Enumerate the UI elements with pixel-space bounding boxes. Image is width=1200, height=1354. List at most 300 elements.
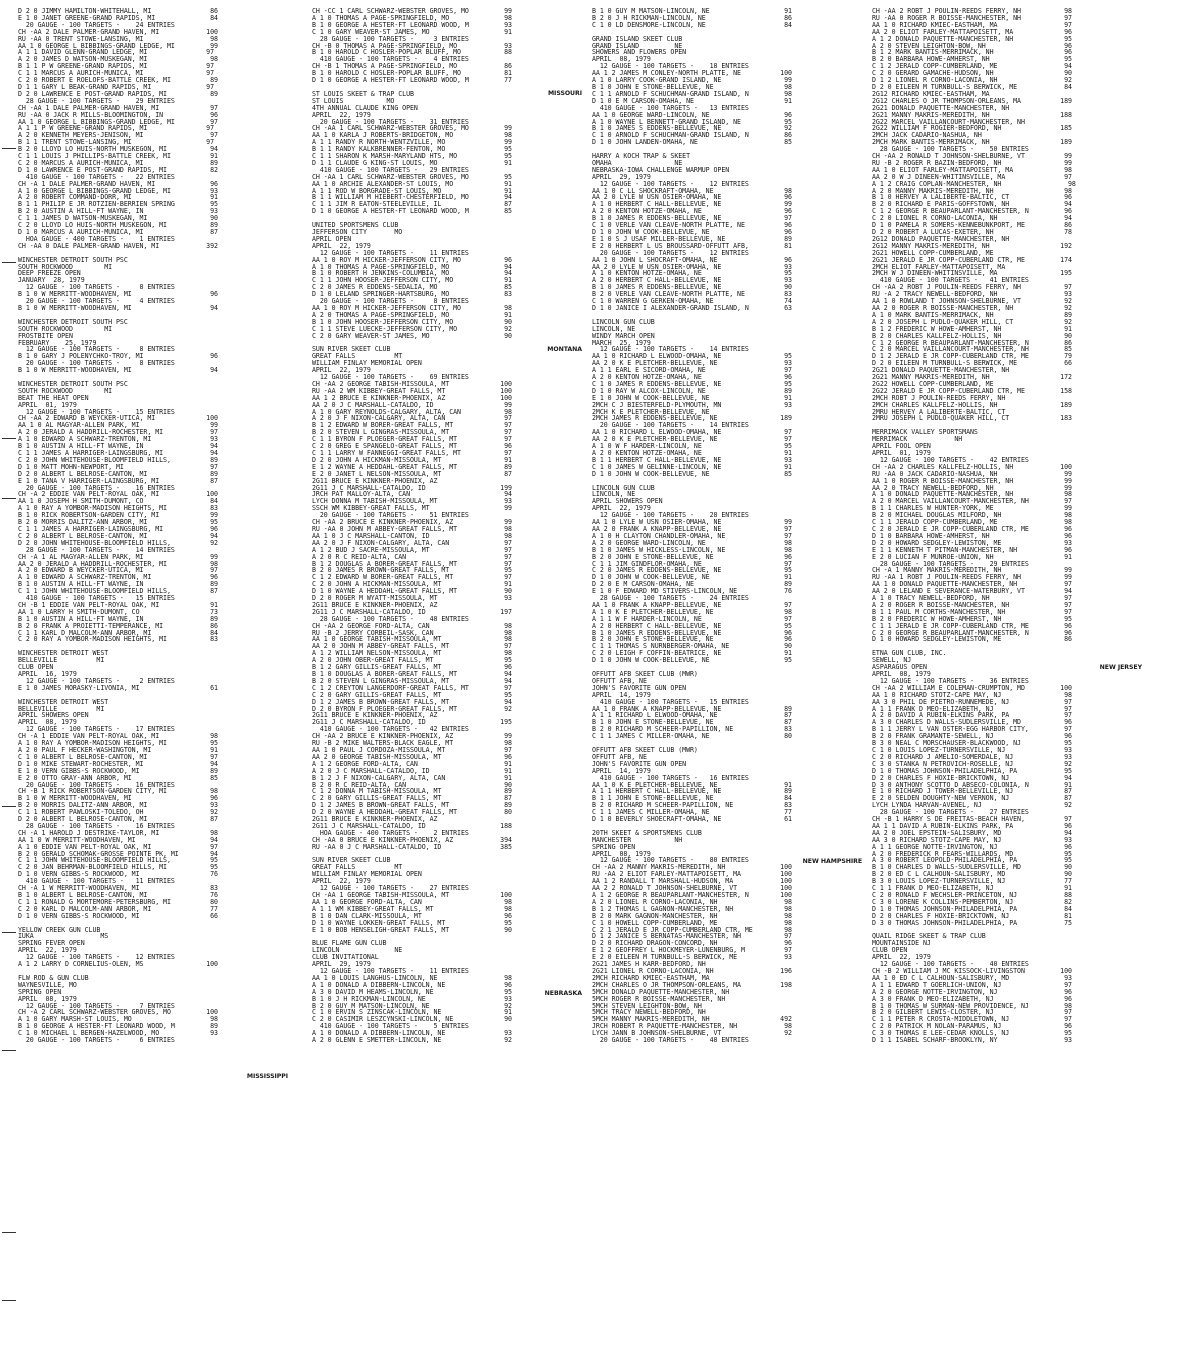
result-line: 2MCH JAMES R EDDENS-BELLEVUE, NE 189 (592, 415, 792, 423)
result-line: 2G22 JERALD E JR COPP-CUBERLAND CTR, ME 158 (872, 387, 1072, 395)
result-line: 28 GAUGE - 100 TARGETS - 16 ENTRIES (18, 822, 175, 830)
result-line: C 1 1 JAMES C MILLER-OMAHA, NE 80 (592, 733, 792, 741)
result-line: CH -B 1 HARRY S DE FREITAS-BEACH HAVEN, 97 (872, 816, 1072, 823)
result-line: 20TH SKEET & SPORTSMENS CLUB (592, 829, 702, 837)
result-line: B 2 0 FRANK GRAMANTE-SEWELL, NJ 96 (872, 733, 1072, 741)
result-line: C 1 0 VERLE VAN CLEAVE-NORTH PLATTE, NE 96 (592, 222, 792, 229)
result-line: A 1 0 LARRY COOK-GRAND ISLAND, NE 99 (592, 77, 792, 84)
result-line: 20 GAUGE - 100 TARGETS - 8 ENTRIES (18, 360, 175, 368)
result-line: RU -AA 0 JACK CADARIO-NASHUA, NH 99 (872, 470, 1072, 478)
result-line: 2G21 JERALD E JR COPP-CUBERLAND CTR, ME 174 (872, 256, 1072, 264)
result-line: D 2 0 ROBERT A LUCAS-EXETER, NH 78 (872, 229, 1072, 236)
result-line: 28 GAUGE - 100 TARGETS - 48 ENTRIES (312, 615, 469, 623)
result-line: LYCH JANN B JOHNSON-SHELBURNE, VT 92 (592, 1030, 792, 1038)
result-line (592, 664, 864, 671)
result-line: C 2 0 ROBERT E ROELOFS-BATTLE CREEK, MI 89 (18, 77, 218, 84)
result-line: 28 GAUGE - 100 TARGETS - 24 ENTRIES (592, 595, 749, 602)
result-line: 12 GAUGE - 100 TARGETS - 8 ENTRIES (18, 284, 175, 292)
result-line: A 1 0 WAYNE L BENNETT-GRAND ISLAND, NE 95 (592, 118, 792, 126)
result-line (592, 740, 864, 747)
result-line: RU -AA 0 ROGER R BOISSE-MANCHESTER, NH 97 (872, 14, 1072, 22)
result-line: APRIL SHOWERS OPEN (18, 712, 89, 720)
result-line: AA 1 0 GEORGE L BIBBINGS-GRAND LEDGE, MI 97 (18, 118, 218, 126)
result-line: CH -AA 2 WILLIAM E COLEMAN-CRUMPTON, MD 100 (872, 684, 1072, 692)
result-line: JRCH ROBERT R PAQUETTE-MANCHESTER, NH 98 (592, 1023, 792, 1031)
result-line: A 1 0 RAY A YOMBOR-MADISON HEIGHTS, MI 83 (18, 505, 218, 513)
result-line: 2G11 J C MARSHALL-CATALDO, ID 195 (312, 719, 512, 727)
result-line: E 1 0 JAMES MORASKY-LIVONIA, MI 61 (18, 684, 218, 692)
result-line: WINCHESTER DETROIT WEST (18, 650, 109, 658)
result-line: WINDY MARCH OPEN (592, 332, 655, 340)
result-line: MARCH 25, 1979 (592, 339, 651, 347)
result-line: 12 GAUGE - 100 TARGETS - 36 ENTRIES (872, 677, 1029, 685)
result-line: A 2 0 MARCEL VAILLANCOURT-MANCHESTER, NH 97 (872, 498, 1072, 506)
result-line: B 1 0 DAN CLARK-MISSOULA, MT 96 (312, 912, 512, 920)
result-line: B 1 2 DOUGLAS A BORER-GREAT FALLS, MT 97 (312, 560, 512, 568)
result-line: JOHN'S FAVORITE GUN OPEN (592, 760, 687, 768)
result-line: A 1 2 BUD J SACRE-MISSOULA, MT 97 (312, 546, 512, 554)
result-line: AA 1 0 JOSEPH H SMITH-DUMONT, CO 84 (18, 498, 218, 506)
result-line: 28 GAUGE - 100 TARGETS - 29 ENTRIES (18, 97, 175, 105)
result-line (312, 933, 584, 940)
result-line: AA 1 0 ED C L CALHOUN-SALISBURY, MD 93 (872, 974, 1072, 982)
result-line: A 1 1 HERBERT C HALL-BELLEVUE, NE 89 (592, 788, 792, 796)
result-line: D 2 0 JIMMY HAMILTON-WHITEHALL, MI 86 (18, 8, 218, 15)
result-line: AA 1 0 AL MAGYAR-ALLEN PARK, MI 99 (18, 422, 218, 430)
result-line: AA 1 2 JAMES M CONLEY-NORTH PLATTE, NE 100 (592, 70, 792, 78)
result-line: 20 GAUGE - 100 TARGETS - 51 ENTRIES (312, 512, 469, 520)
result-line: SUN RIVER SKEET CLUB (312, 346, 391, 354)
result-line: C 1 2 GEORGE R BEAUPARLANT-MANCHESTER, N 86 (872, 339, 1072, 347)
result-line: WINCHESTER DETROIT WEST (18, 698, 109, 706)
result-line: WAYNESVILLE, MO (18, 981, 77, 989)
result-line: 2G11 BRUCE E KINKNER-PHOENIX, AZ (312, 712, 438, 720)
result-line: D 1 0 GEORGE A HESTER-FT LEONARD WOOD, M 77 (312, 77, 512, 84)
result-line: C 2 0 JOHN A HICKMAN-MISSOULA, MT 91 (312, 581, 512, 589)
result-line: APRIL 22, 1979 (18, 947, 77, 955)
result-line: C 2 0 MARCEL VAILLANCOURT-MANCHESTER, NH 85 (872, 346, 1072, 354)
result-line: AA 1 0 RICHARD L ELWOOD-OMAHA, NE 97 (592, 429, 792, 437)
result-line: E 1 0 VERN GIBBS-S ROCKWOOD, MI 89 (18, 767, 218, 775)
result-line: APRIL 22, 1979 (312, 242, 371, 250)
result-line: AA 1 0 W MERRITT-WOODHAVEN, MI 94 (18, 836, 218, 844)
result-line: RU -B 2 JERRY CORBEIL-SASK, CAN 98 (312, 629, 512, 637)
result-line: APRIL OPEN (312, 235, 352, 243)
result-line: E 1 2 WAYNE A HEDDAHL-GREAT FALLS, MT 89 (312, 463, 512, 471)
result-line: B 1 0 GEORGE A HESTER-FT LEONARD WOOD, M 93 (312, 21, 512, 29)
result-line: 2G11 J C MARSHALL-CATALDO, ID 188 (312, 822, 512, 830)
result-line: 2G21 JAMES H KARR-BEDFORD, NH (592, 961, 706, 968)
result-line: B 2 0 JOHN E STONE-BELLEVUE, NE 96 (592, 636, 792, 644)
result-line: WINCHESTER DETROIT SOUTH PSC (18, 318, 128, 326)
state-heading: MONTANA (547, 346, 582, 354)
result-line: 28 GAUGE - 100 TARGETS - 27 ENTRIES (872, 809, 1029, 817)
result-line: B 1 0 W MERRITT-WOODHAVEN, MI 96 (18, 795, 218, 803)
result-line: B 1 0 AUSTIN A HILL-FT WAYNE, IN 94 (18, 443, 218, 450)
result-line: C 2 0 JAMES R EDDENS-BELLEVUE, NE 95 (592, 567, 792, 575)
result-line: B 2 0 JAMES R BROWN-GREAT FALLS, MT 95 (312, 567, 512, 575)
result-line: BELLEVILLE MI (18, 705, 105, 713)
result-line: 410 GAUGE - 100 TARGETS - 4 ENTRIES (312, 56, 469, 64)
result-line (18, 250, 290, 257)
result-line: C 2 0 LEIGH F COFFIN-BEATRICE, NE 91 (592, 650, 792, 658)
result-line: 28 GAUGE - 100 TARGETS - 29 ENTRIES (872, 560, 1029, 568)
result-line (312, 340, 584, 347)
result-line: 2G21 DONALD PAQUETTE-MANCHESTER, NH (872, 104, 1010, 112)
result-line: D 1 1 ISABEL SCHARF-BROOKLYN, NY 93 (872, 1037, 1072, 1044)
result-line: AA 2 0 JOEL EPSTEIN-SALISBURY, MD 94 (872, 829, 1072, 837)
result-line: CH -AA 2 GEORGE FORD-ALTA, CAN 98 (312, 622, 512, 630)
result-line: AA 2 0 K E PLETCHER-BELLEVUE, NE 93 (592, 360, 792, 368)
result-line: B 2 0 JOHN E STONE-BELLEVUE, NE 96 (592, 553, 792, 561)
result-line: A 1 0 DONALD A DIBBERN-LINCOLN, NE 96 (312, 981, 512, 989)
result-line: C 1 0 LD DENSMORE-LINCOLN, NE 84 (592, 21, 792, 29)
result-line: CH -AA 1 GEORGE TABISH-MISSOULA, MT 100 (312, 892, 512, 899)
result-line: B 1 0 W MERRITT-WOODHAVEN, MI 94 (18, 304, 218, 312)
result-line: A 1 1 EARL E SICORD-OMAHA, NE 97 (592, 367, 792, 375)
result-line: 28 GAUGE - 100 TARGETS - 50 ENTRIES (872, 146, 1029, 154)
result-line (592, 478, 864, 485)
result-line: B 1 2 FREDERIC W HOWE-AMHERST, NH 91 (872, 325, 1072, 333)
result-line: RU -AA 0 TRENT STOWE-LANSING, MI 98 (18, 35, 218, 43)
result-line: A 1 0 EDWARD A SCHWARZ-TRENTON, MI 93 (18, 436, 218, 444)
result-line: APRIL 08, 1979 (18, 995, 77, 1003)
result-line: B 2 0 J H RICKMAN-LINCOLN, NE 86 (592, 14, 792, 22)
result-line: RU -AA 1 ROBT J POULIN-REEDS FERRY, NH 99 (872, 574, 1072, 582)
result-line (592, 146, 864, 153)
result-line: A 2 0 JERALD A HADDRILL-ROCHESTER, MI 97 (18, 429, 218, 437)
result-line: AA 2 0 GEORGE TABISH-MISSOULA, MT 96 (312, 753, 512, 761)
result-line: CLUB INVITATIONAL (312, 954, 379, 962)
result-line: AA 2 0 J C MARSHALL-CATALDO, ID 99 (312, 401, 512, 409)
result-line: MERRIMACK NH (872, 436, 963, 444)
state-heading: MISSOURI (547, 90, 582, 98)
result-line: A 1 0 GEORGE L BIBBINGS-GRAND LEDGE, MI 93 (18, 187, 218, 195)
result-line: RU -AA 2 ELIOT FARLEY-MATTAPOISETT, MA 100 (592, 871, 792, 879)
result-line: C 3 0 THOMAS E LEE-CEDAR KNOLLS, NJ 95 (872, 1030, 1072, 1038)
result-line: A 3 0 DAVID M HEAMS-LINCOLN, NE 95 (312, 988, 512, 996)
result-line: B 2 0 STEVEN L GINGRAS-MISSOULA, MT 97 (312, 429, 512, 437)
result-line (18, 374, 290, 381)
result-line: D 1 2 JAMES B BROWN-GREAT FALLS, MT 94 (312, 698, 512, 706)
result-line: C 1 1 JAMES A HARRIGER-LAINGSBURG, MI 96 (18, 525, 218, 533)
result-line: CLUB OPEN (18, 664, 54, 671)
result-line: D 3 0 ANTHONY SCOTTO D ABSECO-COLONIA, N 91 (872, 781, 1072, 789)
result-line: 20 GAUGE - 100 TARGETS - 16 ENTRIES (18, 484, 175, 492)
result-line: CH -AA 2 DALE PALMER-GRAND HAVEN, MI 100 (18, 28, 218, 36)
result-line: B 1 0 AUSTIN A HILL-FT WAYNE, IN 89 (18, 581, 218, 589)
result-line: C 1 1 JERALD COPP-CUMBERLAND, ME 98 (872, 519, 1072, 526)
result-line: D 2 0 ROGER M WYATT-MISSOULA, MT 93 (312, 595, 512, 602)
result-line: E 1 0 JOHN W COOK-BELLEVUE, NE 91 (592, 394, 792, 402)
result-line: 2G21 HOWELL COPP-CUMBERLAND, ME (872, 249, 994, 257)
result-line: B 1 2 J F NIXON-CALGARY, ALTA, CAN 91 (312, 774, 512, 782)
result-line: AA 1 0 ROWLAND T JOHNSON-SHELBURNE, VT 92 (872, 298, 1072, 305)
result-line: APRIL 01, 1979 (872, 450, 931, 457)
result-line: AA 1 2 RANDALL T MARSHALL-HUDSON, MA 100 (592, 878, 792, 886)
result-line: C 1 0 ALBERT L BELROSE-CANTON, MI 97 (18, 753, 218, 761)
result-line: D 2 0 ALBERT L BELROSE-CANTON, MI 89 (18, 470, 218, 478)
result-line: 2MCH CHARLES O JR THOMPSON-ORLEANS, MA 198 (592, 981, 792, 989)
result-line: D 2 0 EILEEN M TURNBULL-S BERWICK, ME 66 (872, 360, 1072, 368)
result-line: 12 GAUGE - 100 TARGETS - 12 ENTRIES (592, 180, 749, 188)
result-line: AA 1 0 ROY M HICKER-JEFFERSON CITY, MO 96 (312, 256, 512, 264)
result-line: E 2 0 EILEEN M TURNBULL-S BERWICK, ME 93 (592, 954, 792, 962)
result-line: 410 GAUGE - 100 TARGETS - 42 ENTRIES (312, 726, 469, 734)
result-line: AA 1 0 KARLA J ROBERTS-BRIDGETON, MO 98 (312, 132, 512, 140)
result-line: 12 GAUGE - 100 TARGETS - 69 ENTRIES (312, 374, 469, 381)
result-line: 2G12 DONALD PAQUETTE-MANCHESTER, NH (872, 235, 1010, 243)
result-line: 410 GAUGE - 100 TARGETS - 16 ENTRIES (592, 774, 749, 782)
result-line: CH -B 1 RICK ROBERTSON-GARDEN CITY, MI 98 (18, 788, 218, 796)
result-line: C 1 1 LOUIS J PHILLIPS-BATTLE CREEK, MI 91 (18, 153, 218, 160)
result-line: SPRING OPEN (18, 988, 62, 996)
result-line: JOHN'S FAVORITE GUN OPEN (592, 684, 687, 692)
result-line: CH -AA 2 ROBT J POULIN-REEDS FERRY, NH 98 (872, 8, 1072, 15)
result-line: 410 GAUGE - 100 TARGETS - 41 ENTRIES (872, 277, 1029, 285)
result-line: 410 GAUGE - 100 TARGETS - 22 ENTRIES (18, 173, 175, 181)
result-line: B 1 1 WILLIAM M HIEBERT-CHESTERFIELD, MO 94 (312, 194, 512, 202)
result-line: C 2 0 JOHN WHITEHOUSE-BLOOMFIELD HILLS, 89 (18, 456, 218, 464)
result-line: AA 1 0 FRANK A KNAPP-BELLEVUE, NE 89 (592, 705, 792, 713)
result-line: D 2 0 RICHARD DRAGON-CONCORD, NH 96 (592, 940, 792, 948)
result-line: 2G11 J C MARSHALL-CATALDO, ID 199 (312, 484, 512, 492)
result-line: B 1 1 CHARLES W HUNTER-YORK, ME 99 (872, 505, 1072, 513)
margin-tick (2, 1232, 16, 1233)
result-line: NEBRASKA-IOWA CHALLENGE WARMUP OPEN (592, 166, 730, 174)
result-line: LINCOLN NE (312, 947, 403, 955)
result-line: B 1 0 JOHN E STONE-BELLEVUE, NE 87 (592, 719, 792, 727)
result-line: APRIL 14, 1979 (592, 767, 651, 775)
result-line: C 1 2 CREYTON LANGERDORF-GREAT FALLS, MT 97 (312, 684, 512, 692)
result-line (18, 968, 290, 975)
result-line: A 1 1 EDWARD T GOERLICH-UNION, NJ 97 (872, 981, 1072, 989)
result-line: A 1 2 WILLIAM NELSON-MISSOULA, MT 98 (312, 650, 512, 658)
result-line: B 1 1 TRENT STOWE-LANSING, MI 97 (18, 139, 214, 147)
result-line: D 1 2 LIONEL R CORNO-LACONIA, NH 92 (872, 77, 1072, 84)
result-line: SUN RIVER SKEET CLUB (312, 857, 391, 865)
result-line: A 1 0 GARY MARSH-ST LOUIS, MO 98 (18, 1016, 218, 1024)
result-line: 5MCH TRACY NEWELL-BEDFORD, NH (592, 1009, 706, 1017)
result-line: C 1 1 BYRON F PLOEGER-GREAT FALLS, MT 97 (312, 436, 512, 444)
result-line: C 2 0 GARY GILLIS-GREAT FALLS, MT 95 (312, 691, 512, 699)
result-line: 12 GAUGE - 100 TARGETS - 17 ENTRIES (18, 726, 175, 734)
result-line: 2MCH ELIOT FARLEY-MATTAPOISETT, MA (872, 263, 1006, 271)
result-line: C 1 0 WARREN G GERKEN-OMAHA, NE 74 (592, 298, 792, 305)
result-line: C 1 1 JAMES D WATSON-MUSKEGAN, MI 90 (18, 215, 218, 223)
result-line: E 2 0 JANET L NELSON-MISSOULA, MT 87 (312, 470, 512, 478)
result-line: AA 1 0 LARRY H SMITH-DUMONT, CO 73 (18, 608, 218, 616)
result-line: D 2 0 CHARLES F HOXIE-BRICKTOWN, NJ 81 (872, 912, 1072, 920)
result-line: A 2 0 STEVEN LEIGHTON-BOW, NH 96 (872, 42, 1072, 50)
result-line: C 1 1 JAMES C MILLER-OMAHA, NE 77 (592, 809, 792, 817)
result-line: B 1 0 ALBERT L BELROSE-CANTON, MI 76 (18, 892, 218, 899)
results-column-2 (312, 8, 584, 1348)
result-line: CH -A 2 EDDIE VAN PELT-ROYAL OAK, MI 100 (18, 491, 218, 499)
result-line: B 2 0 MORRIS DALITZ-ANN ARBOR, MI 93 (18, 802, 218, 810)
result-line: C 2 0 JAMES R EDDENS-SEDALIA, MO 85 (312, 284, 512, 292)
result-line: SHOWERS AND FLOWERS OPEN (592, 49, 687, 57)
result-line: AA 2 0 TRACY NEWELL-BEDFORD, NH 99 (872, 484, 1072, 492)
result-line: D 1 0 HOWARD SEDGLEY-LEWISTON, ME 86 (872, 636, 1072, 644)
result-line: D 1 0 THOMAS JOHNSON-PHILADELPHIA, PA 95 (872, 767, 1072, 775)
result-line: E 1 0 RICHARD J TOWER-BELLEVILLE, NJ 87 (872, 788, 1072, 796)
result-line: A 1 0 EDDIE VAN PELT-ROYAL OAK, MI 97 (18, 843, 218, 851)
result-line: LYCH LYNDA HARVAN-AVENEL, NJ 92 (872, 802, 1072, 810)
result-line: C 1 1 JERALD E JR COPP-CUBERLAND CTR, ME 96 (872, 622, 1072, 630)
result-line: 20 GAUGE - 100 TARGETS - 48 ENTRIES (592, 1037, 749, 1044)
result-line: B 1 0 J H RICKMAN-LINCOLN, NE 93 (312, 995, 512, 1003)
result-line: CH -A 1 HAROLD J DESTRIKE-TAYLOR, MI 98 (18, 829, 218, 837)
result-line: CH -AA 2 EDWARD B WEYCKER-UTICA, MI 100 (18, 415, 218, 423)
result-line: AA 1 0 JOHN L SHOCRAFT-OMAHA, NE 96 (592, 256, 792, 264)
result-line: D 1 0 BEVERLY SHOECRAFT-OMAHA, NE 61 (592, 816, 792, 823)
result-line: RU -B 2 MIKE WALTERS-BLACK EAGLE, MT 98 (312, 740, 512, 747)
result-line: CH -AA 2 CHARLES KALLFELZ-HOLLIS, NH 100 (872, 463, 1072, 471)
result-line: AA 1 0 RICHARD KMIEC-EASTHAM, MA 97 (872, 21, 1072, 29)
result-line: C 3 0 LORENE K COLLINS-PEMBERTON, NJ 82 (872, 898, 1072, 906)
result-line: A 1 0 W F HARDER-LINCOLN, NE 95 (592, 443, 792, 450)
result-line: A 2 0 GEORGE WARD-LINCOLN, NE 98 (592, 539, 792, 547)
result-line: D 2 0 HOWARD SEDGLEY-LEWISTON, ME 93 (872, 539, 1072, 547)
result-line: 2MCH CHARLES KALLFELZ-HOLLIS, NH 189 (872, 401, 1072, 409)
result-line: A 3 0 FRANK D MEO-ELIZABETH, NJ 96 (872, 995, 1072, 1003)
result-line: B 2 0 GUY M MATSON-LINCOLN, NE 92 (312, 1002, 512, 1010)
results-column-3 (592, 8, 864, 1348)
result-line: SOUTH ROCKWOOD MI (18, 387, 113, 395)
result-line: B 2 0 GERALD SCHOMAK-GROSSE POINTE PK, MI 94 (18, 850, 218, 858)
result-line: A 2 0 GLENN E SMETTER-LINCOLN, NE 92 (312, 1037, 512, 1044)
result-line: 2G11 J C MARSHALL-CATALDO, ID 197 (312, 608, 512, 616)
result-line: BLUE FLAME GUN CLUB (312, 940, 387, 948)
result-line: AA 2 0 FRANK A KNAPP-BELLEVUE, NE 97 (592, 525, 792, 533)
result-line: APRIL 29, 1979 (592, 173, 651, 181)
result-line: A 2 0 KENTON HOTZE-OMAHA, NE 91 (592, 450, 792, 457)
result-line: 4TH ANNUAL CLAUDE KING OPEN (312, 104, 418, 112)
result-line: GRAND ISLAND NE (592, 42, 683, 50)
result-line: AA 1 0 GEORGE WARD-LINCOLN, NE 96 (592, 111, 792, 119)
result-line: 2G21 MANNY MAKRIS-MEREDITH, NH 188 (872, 111, 1072, 119)
result-line: JRCH PAT MALLOY-ALTA, CAN 94 (312, 491, 512, 499)
result-line: D 2 0 JOHN WHITEHOUSE-BLOOMFIELD HILLS, 92 (18, 539, 218, 547)
result-line: B 2 0 BARBARA HOWE-AMHERST, NH 95 (872, 56, 1072, 64)
result-line: B 1 0 JAMES R EDDENS-BELLEVUE, NE 90 (592, 284, 792, 292)
result-line: CH -A 2 CARL SCHWARZ-WEBSTER GROVES, MO 100 (18, 1009, 218, 1017)
result-line: A 1 2 CRAIG COPLAN-MANCHESTER, NH 98 (872, 180, 1076, 188)
result-line: A 1 0 H CLAYTON CHANDLER-OMAHA, NE 97 (592, 532, 792, 540)
result-line: CH -AA 2 BRUCE E KINKNER-PHOENIX, AZ 99 (312, 733, 512, 741)
result-line: B 1 0 THOMAS W SURMAN-NEW PROVIDENCE, NJ 98 (872, 1002, 1072, 1010)
result-line: 2MCH K E PLETCHER-BELLEVUE, NE (592, 408, 710, 416)
result-line: AA 1 2 BRUCE E KINKNER-PHOENIX, AZ 100 (312, 394, 512, 402)
result-line: D 1 0 JANICE I ALEXANDER-GRAND ISLAND, N 63 (592, 304, 792, 312)
result-line: ETNA GUN CLUB, INC. (872, 650, 947, 658)
result-line: E 1 0 TANA V HARRIGER-LAINGSBURG, MI 87 (18, 477, 218, 485)
result-line: APRIL FOOL OPEN (872, 443, 931, 450)
result-line: 12 GAUGE - 100 TARGETS - 14 ENTRIES (592, 346, 749, 354)
result-line: C 1 1 JOHN WHITEHOUSE-BLOOMFIELD HILLS, 95 (18, 857, 218, 865)
result-line: HOA GAUGE - 400 TARGETS - 1 ENTRIES (18, 235, 175, 243)
result-line: 20 GAUGE - 100 TARGETS - 24 ENTRIES (18, 21, 175, 29)
result-line: SOUTH ROCKWOOD MI (18, 325, 113, 333)
result-line: AA 2 0 LYLE W USN OSIER-OMAHA, NE 93 (592, 263, 792, 271)
result-line: E 1 0 BOB HENSELIGH-GREAT FALLS, MT 90 (312, 926, 512, 934)
result-line: D 3 0 THOMAS JOHNSON-PHILADELPHIA, PA 75 (872, 919, 1072, 927)
result-line: B 2 0 FRANK A PROIETTI-TEMPERANCE, MI 86 (18, 622, 218, 630)
result-line: C 1 1 KARL D MALCOLM-ANN ARBOR, MI 84 (18, 629, 218, 637)
result-line: APRIL 22, 1979 (872, 954, 931, 962)
result-line: 20 GAUGE - 100 TARGETS - 31 ENTRIES (312, 118, 469, 126)
result-line: B 1 0 RICK ROBERTSON-GARDEN CITY, MI 99 (18, 512, 218, 520)
result-line: C 1 1 LARRY W FANNEGGI-GREAT FALLS, MT 97 (312, 450, 512, 457)
result-line: C 1 1 ARNOLD F SCHUCHMAN-GRAND ISLAND, N 98 (592, 90, 792, 98)
result-line: C 1 0 JAMES W GELINNE-LINCOLN, NE 91 (592, 463, 792, 471)
result-line: A 2 0 KENTON HOTZE-OMAHA, NE 96 (592, 208, 792, 216)
result-line: 2MCH C J BIESTERFELD-PLYMOUTH, MN 93 (592, 401, 792, 409)
result-line: OFFUTT AFB, NE (592, 753, 647, 761)
result-line: 2G12 CHARLES O JR THOMPSON-ORLEANS, MA 189 (872, 97, 1072, 105)
result-line: 5MCH MANNY MAKRIS-MEREDITH, NH 492 (592, 1016, 792, 1024)
result-line: B 1 1 P W GREENE-GRAND RAPIDS, MI 97 (18, 63, 214, 71)
result-line: D 1 1 CLAUDE G KING-ST LOUIS, MO 91 (312, 159, 512, 167)
result-line: B 1 0 GUY M MATSON-LINCOLN, NE 91 (592, 8, 792, 15)
result-line (312, 215, 584, 222)
result-line: 2G22 MARCEL VAILLANCOURT-MANCHESTER, NH (872, 118, 1025, 126)
result-line: 20 GAUGE - 100 TARGETS - 4 ENTRIES (18, 298, 175, 305)
result-line: A 2 0 ROGER R BOISSE-MANCHESTER, NH 97 (872, 601, 1072, 609)
result-line: A 2 0 J F NIXON-CALGARY, ALTA, CAN 97 (312, 415, 512, 423)
result-line: D 1 0 JOHN W COOK-BELLEVUE, NE 95 (592, 657, 792, 665)
result-line: B 2 0 GILBERT LEWIS-CLOSTER, NJ 97 (872, 1009, 1072, 1017)
result-line: E 2 0 LUCIAN F MUNROE-UNION, NH 91 (872, 553, 1072, 561)
result-line: 2G11 BRUCE E KINKNER-PHOENIX, AZ (312, 601, 438, 609)
result-line: D 1 0 MARCUS A AURICH-MUNICA, MI 87 (18, 229, 218, 236)
result-line: SEWELL, NJ (872, 657, 912, 665)
result-line: 410 GAUGE - 100 TARGETS - 15 ENTRIES (592, 698, 749, 706)
result-line: D 2 0 EILEEN M TURNBULL-S BERWICK, ME 84 (872, 83, 1072, 91)
result-line: 28 GAUGE - 100 TARGETS - 3 ENTRIES (312, 35, 469, 43)
result-line: C 1 2 EDWARD W BORER-GREAT FALLS, MT 97 (312, 574, 512, 582)
result-line: C 1 0 ARNOLD F SCHUCHMAN-GRAND ISLAND, N 86 (592, 132, 792, 140)
result-line: A 2 0 HERBERT C HALL-BELLEVUE, NE 95 (592, 622, 792, 630)
result-line: B 2 0 AUSTIN A HILL-FT WAYNE, IN 93 (18, 208, 218, 216)
result-line: A 2 0 KENTON HOTZE-OMAHA, NE 96 (592, 374, 792, 381)
result-line: A 1 1 GEORGE NOTTE-IRVINGTON, NJ 96 (872, 843, 1072, 851)
result-line: CH -CC 1 CARL SCHWARZ-WEBSTER GROVES, MO 99 (312, 8, 512, 15)
result-line: A 1 0 KENTON HOTZE-OMAHA, NE 95 (592, 270, 792, 278)
result-line: B 1 1 PHILIP E JR ROTZIEN-BERRIEN SPRING 95 (18, 201, 218, 209)
result-line: B 1 0 DOUGLAS A BORER-GREAT FALLS, MT 94 (312, 671, 512, 678)
result-line: C 1 1 JOHN HOOSER-JEFFERSON CITY, MO 91 (312, 277, 512, 285)
result-line: B 1 0 HERVEY A LALIBERTE-BALTIC, CT 96 (872, 194, 1072, 202)
result-line: AA 1 0 J C MARSHALL-CANTON, ID 98 (312, 532, 512, 540)
result-line: APRIL 22, 1979 (312, 111, 371, 119)
result-line: 12 GAUGE - 100 TARGETS - 28 ENTRIES (592, 512, 749, 520)
result-line: CH -A 1 W MERRITT-WOODHAVEN, MI 83 (18, 885, 218, 892)
result-line: CH -AA 0 DALE PALMER-GRAND HAVEN, MI 392 (18, 242, 218, 250)
result-line: APRIL 29, 1979 (312, 961, 371, 968)
result-line: B 1 0 CHARLES D WALLS-SUDLERSVILLE, MD 90 (872, 864, 1072, 872)
result-line: 2G12 RICHARD KMIEC-EASTHAM, MA (872, 90, 990, 98)
results-column-1 (18, 8, 290, 1348)
result-line: APRIL 22, 1979 (592, 505, 651, 513)
result-line (18, 312, 290, 319)
result-line: A 1 0 MARK BANTIS-MERRIMACK, NH 89 (872, 311, 1072, 319)
result-line: AA 2 0 ROGER R BOISSE-MANCHESTER, NH 92 (872, 304, 1072, 312)
result-line: 2MRU HERVEY A LALIBERTE-BALTIC, CT (872, 408, 1006, 416)
result-line: A 1 0 DONALD PAQUETTE-MANCHESTER, NH 98 (872, 491, 1072, 499)
margin-tick (2, 1050, 16, 1051)
